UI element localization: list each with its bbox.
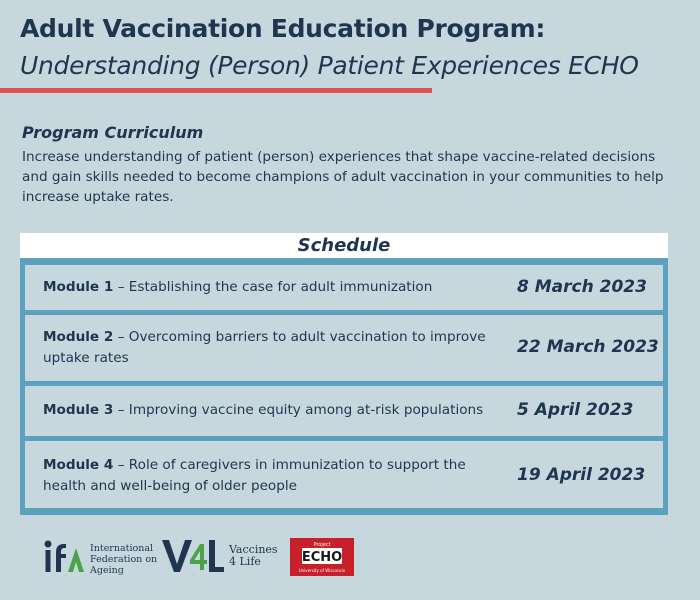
v4l-logo	[160, 536, 226, 580]
echo-logo	[290, 538, 354, 576]
module-date: 5 April 2023	[517, 400, 634, 420]
page-title-line2: Understanding (Person) Patient Experiences ECHO	[20, 51, 639, 80]
module-label: Module 4	[43, 457, 114, 473]
echo-logo-mark	[290, 538, 354, 576]
module-description: – Improving vaccine equity among at-risk populations	[117, 402, 484, 418]
module-description: – Establishing the case for adult immunization	[117, 279, 433, 295]
module-description: – Overcoming barriers to adult vaccination to improve uptake rates	[43, 329, 486, 366]
module-label: Module 2	[43, 329, 114, 345]
schedule-row-module-4	[25, 441, 663, 508]
ifa-logo	[42, 538, 88, 582]
ifa-logo-mark	[42, 538, 88, 578]
svg-text:ECHO: ECHO	[301, 550, 343, 565]
curriculum-description: Increase understanding of patient (person) experiences that shape vaccine-related decisions and gain skills needed to become champions of adult vaccination in your communities to help increase uptake rates.	[22, 149, 664, 205]
schedule-row-module-1	[25, 265, 663, 310]
module-date: 22 March 2023	[517, 337, 659, 357]
page-title-line1: Adult Vaccination Education Program:	[20, 14, 546, 43]
curriculum-heading: Program Curriculum	[22, 123, 204, 142]
schedule-row-module-2	[25, 315, 663, 381]
module-label: Module 1	[43, 279, 114, 295]
schedule-title: Schedule	[20, 233, 668, 258]
schedule-table	[20, 233, 668, 515]
module-date: 8 March 2023	[517, 277, 647, 297]
schedule-row-module-3	[25, 386, 663, 436]
partner-logos	[0, 530, 700, 590]
svg-text:University of Wisconsin: University of Wisconsin	[298, 568, 346, 573]
module-date: 19 April 2023	[517, 465, 646, 485]
v4l-logo-mark	[160, 536, 226, 576]
title-underline	[0, 88, 432, 93]
ifa-name: International Federation on Ageing	[90, 543, 158, 576]
svg-text:V4L: V4L	[193, 575, 195, 576]
module-label: Module 3	[43, 402, 114, 418]
svg-text:ifA: ifA	[65, 576, 67, 577]
v4l-name: Vaccines 4 Life	[229, 543, 278, 568]
svg-text:Project: Project	[313, 542, 331, 548]
module-description: – Role of caregivers in immunization to support the health and well-being of older people	[43, 457, 466, 494]
